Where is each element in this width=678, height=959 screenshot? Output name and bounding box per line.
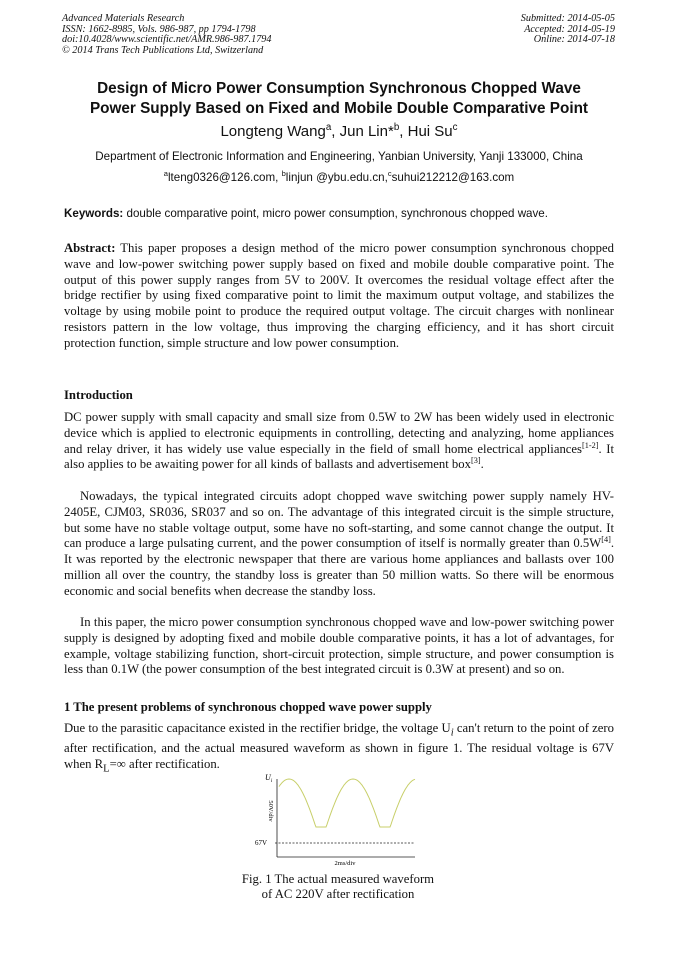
intro-paragraph-3: In this paper, the micro power consumption synchronous chopped wave and low-power switching power supply is designed by adopting fixed and mobile double comparative points, it has a lot of advantages, for example, voltage stabilizing function, short-circuit protection, simple structure, and power consumption is less than 0.1W (the power consumption of the best integrated circuit is 0.3W at present) and so on. [64, 615, 614, 677]
paragraph-text: Nowadays, the typical integrated circuits adopt chopped wave switching power supply namely HV-2405E, CJM03, SR036, SR037 and so on. The advantage of this integrated circuit is the simple structure, but some have no stable voltage output, some have no soft-starting, and some cannot change the output. It can produce a large pulsating current, and the power consumption of itself is normally greater than 0.5W [64, 489, 614, 551]
citation[interactable]: [4] [601, 535, 611, 545]
email-link[interactable]: linjun @ybu.edu.cn, [285, 171, 388, 184]
abstract [64, 241, 614, 352]
intro-paragraph-1 [64, 410, 614, 473]
waveform-trace [279, 779, 415, 827]
author-separator: , [399, 123, 408, 140]
journal-name: Advanced Materials Research [62, 13, 185, 24]
keywords-text: double comparative point, micro power consumption, synchronous chopped wave. [123, 207, 548, 220]
affiliation: Department of Electronic Information and Engineering, Yanbian University, Yanji 133000, China [95, 150, 583, 163]
paragraph-text: . It also applies to be awaiting power for all kinds of ballasts and advertisement box [64, 441, 614, 472]
author-affil-mark: b [393, 122, 400, 133]
title-line-1: Design of Micro Power Consumption Synchronous Chopped Wave [97, 80, 581, 97]
keywords-label: Keywords: [64, 207, 124, 220]
submitted-date: Submitted: 2014-05-05 [520, 13, 615, 24]
y-axis-symbol: $U_i$ [265, 773, 273, 784]
citation[interactable]: [1-2] [582, 440, 599, 450]
email-mark: c [387, 169, 392, 179]
author-name: Hui Su [407, 123, 453, 140]
abstract-text: This paper proposes a design method of the micro power consumption synchronous chopped wave and low-power switching power supply based on fixed and mobile double comparative point. The output of this power supply ranges from 5V to 200V. It overcomes the residual voltage effect after the bridge rectifier by using fixed comparative point to limit the maximum output voltage, and stabilizes the voltage by using mobile point to produce the required output voltage. The circuit charges with nonlinear resistors pattern in the low voltage, thus improving the charging efficiency, and it has short circuit protection function, simple structure and low power consumption. [64, 241, 614, 350]
residual-voltage-label: 67V [255, 839, 268, 847]
paragraph-text: =∞ after rectification. [109, 757, 220, 772]
author-emails [40, 171, 638, 185]
caption-line-2: of AC 220V after rectification [261, 887, 415, 901]
section-heading-1: 1 The present problems of synchronous chopped wave power supply [64, 700, 432, 714]
paragraph-text: . It was reported by the electronic newspaper that there are various home appliances and ballasts over 100 million all over the country, the standby loss is greater than 50 million watts. So there will be enormous economic and social benefits when decrease the standby loss. [64, 536, 614, 598]
paragraph-text: can't return to the point of zero after rectification, and the actual measured waveform as shown in figure 1. The residual voltage is 67V when R [64, 721, 615, 772]
journal-copyright: © 2014 Trans Tech Publications Ltd, Switzerland [62, 44, 264, 56]
intro-paragraph-2 [64, 489, 614, 600]
keywords [64, 207, 624, 221]
section1-paragraph [64, 721, 614, 777]
y-scale-label: 50V/div [267, 800, 274, 822]
abstract-label: Abstract: [64, 241, 116, 255]
online-date: Online: 2014-07-18 [533, 34, 615, 46]
paragraph-text: Due to the parasitic capacitance existed in the rectifier bridge, the voltage U [64, 721, 451, 735]
caption-line-1: Fig. 1 The actual measured waveform [241, 872, 435, 886]
title-line-2: Power Supply Based on Fixed and Mobile Double Comparative Point [89, 100, 589, 117]
paper-title [40, 79, 638, 119]
journal-doi: doi:10.4028/www.scientific.net/AMR.986-987.1794 [62, 34, 272, 46]
figure-1-caption [210, 872, 466, 902]
email-mark: b [281, 169, 286, 179]
author-affil-mark: c [452, 122, 458, 133]
submission-dates [521, 14, 615, 46]
journal-info [62, 14, 271, 56]
waveform-plot [255, 771, 420, 868]
author-name: Longteng Wang [220, 123, 326, 140]
citation[interactable]: [3] [470, 456, 481, 466]
paragraph-text: DC power supply with small capacity and small size from 0.5W to 2W has been widely used in electronic device which is applied to electronic equipments in controlling, detecting and analyzing, home appliances and relay driver, it has widely use value especially in the field of small home electrical appliances [64, 410, 614, 456]
section-heading-introduction: Introduction [64, 388, 133, 402]
email-link[interactable]: lteng0326@126.com, [167, 171, 282, 184]
author-list [40, 123, 638, 141]
author-separator: , [331, 123, 340, 140]
journal-issn: ISSN: 1662-8985, Vols. 986-987, pp 1794-1798 [62, 23, 256, 35]
accepted-date: Accepted: 2014-05-19 [524, 23, 615, 35]
email-mark: a [163, 169, 168, 179]
paragraph-text: . [480, 457, 484, 472]
subscript: L [103, 763, 110, 775]
subscript-text: i [450, 727, 454, 739]
author-affil-mark: a [325, 122, 332, 133]
figure-1 [255, 771, 420, 868]
email-link[interactable]: suhui212212@163.com [391, 171, 515, 184]
x-scale-label: 2ms/div [334, 860, 356, 867]
author-name: Jun Lin* [339, 123, 394, 140]
